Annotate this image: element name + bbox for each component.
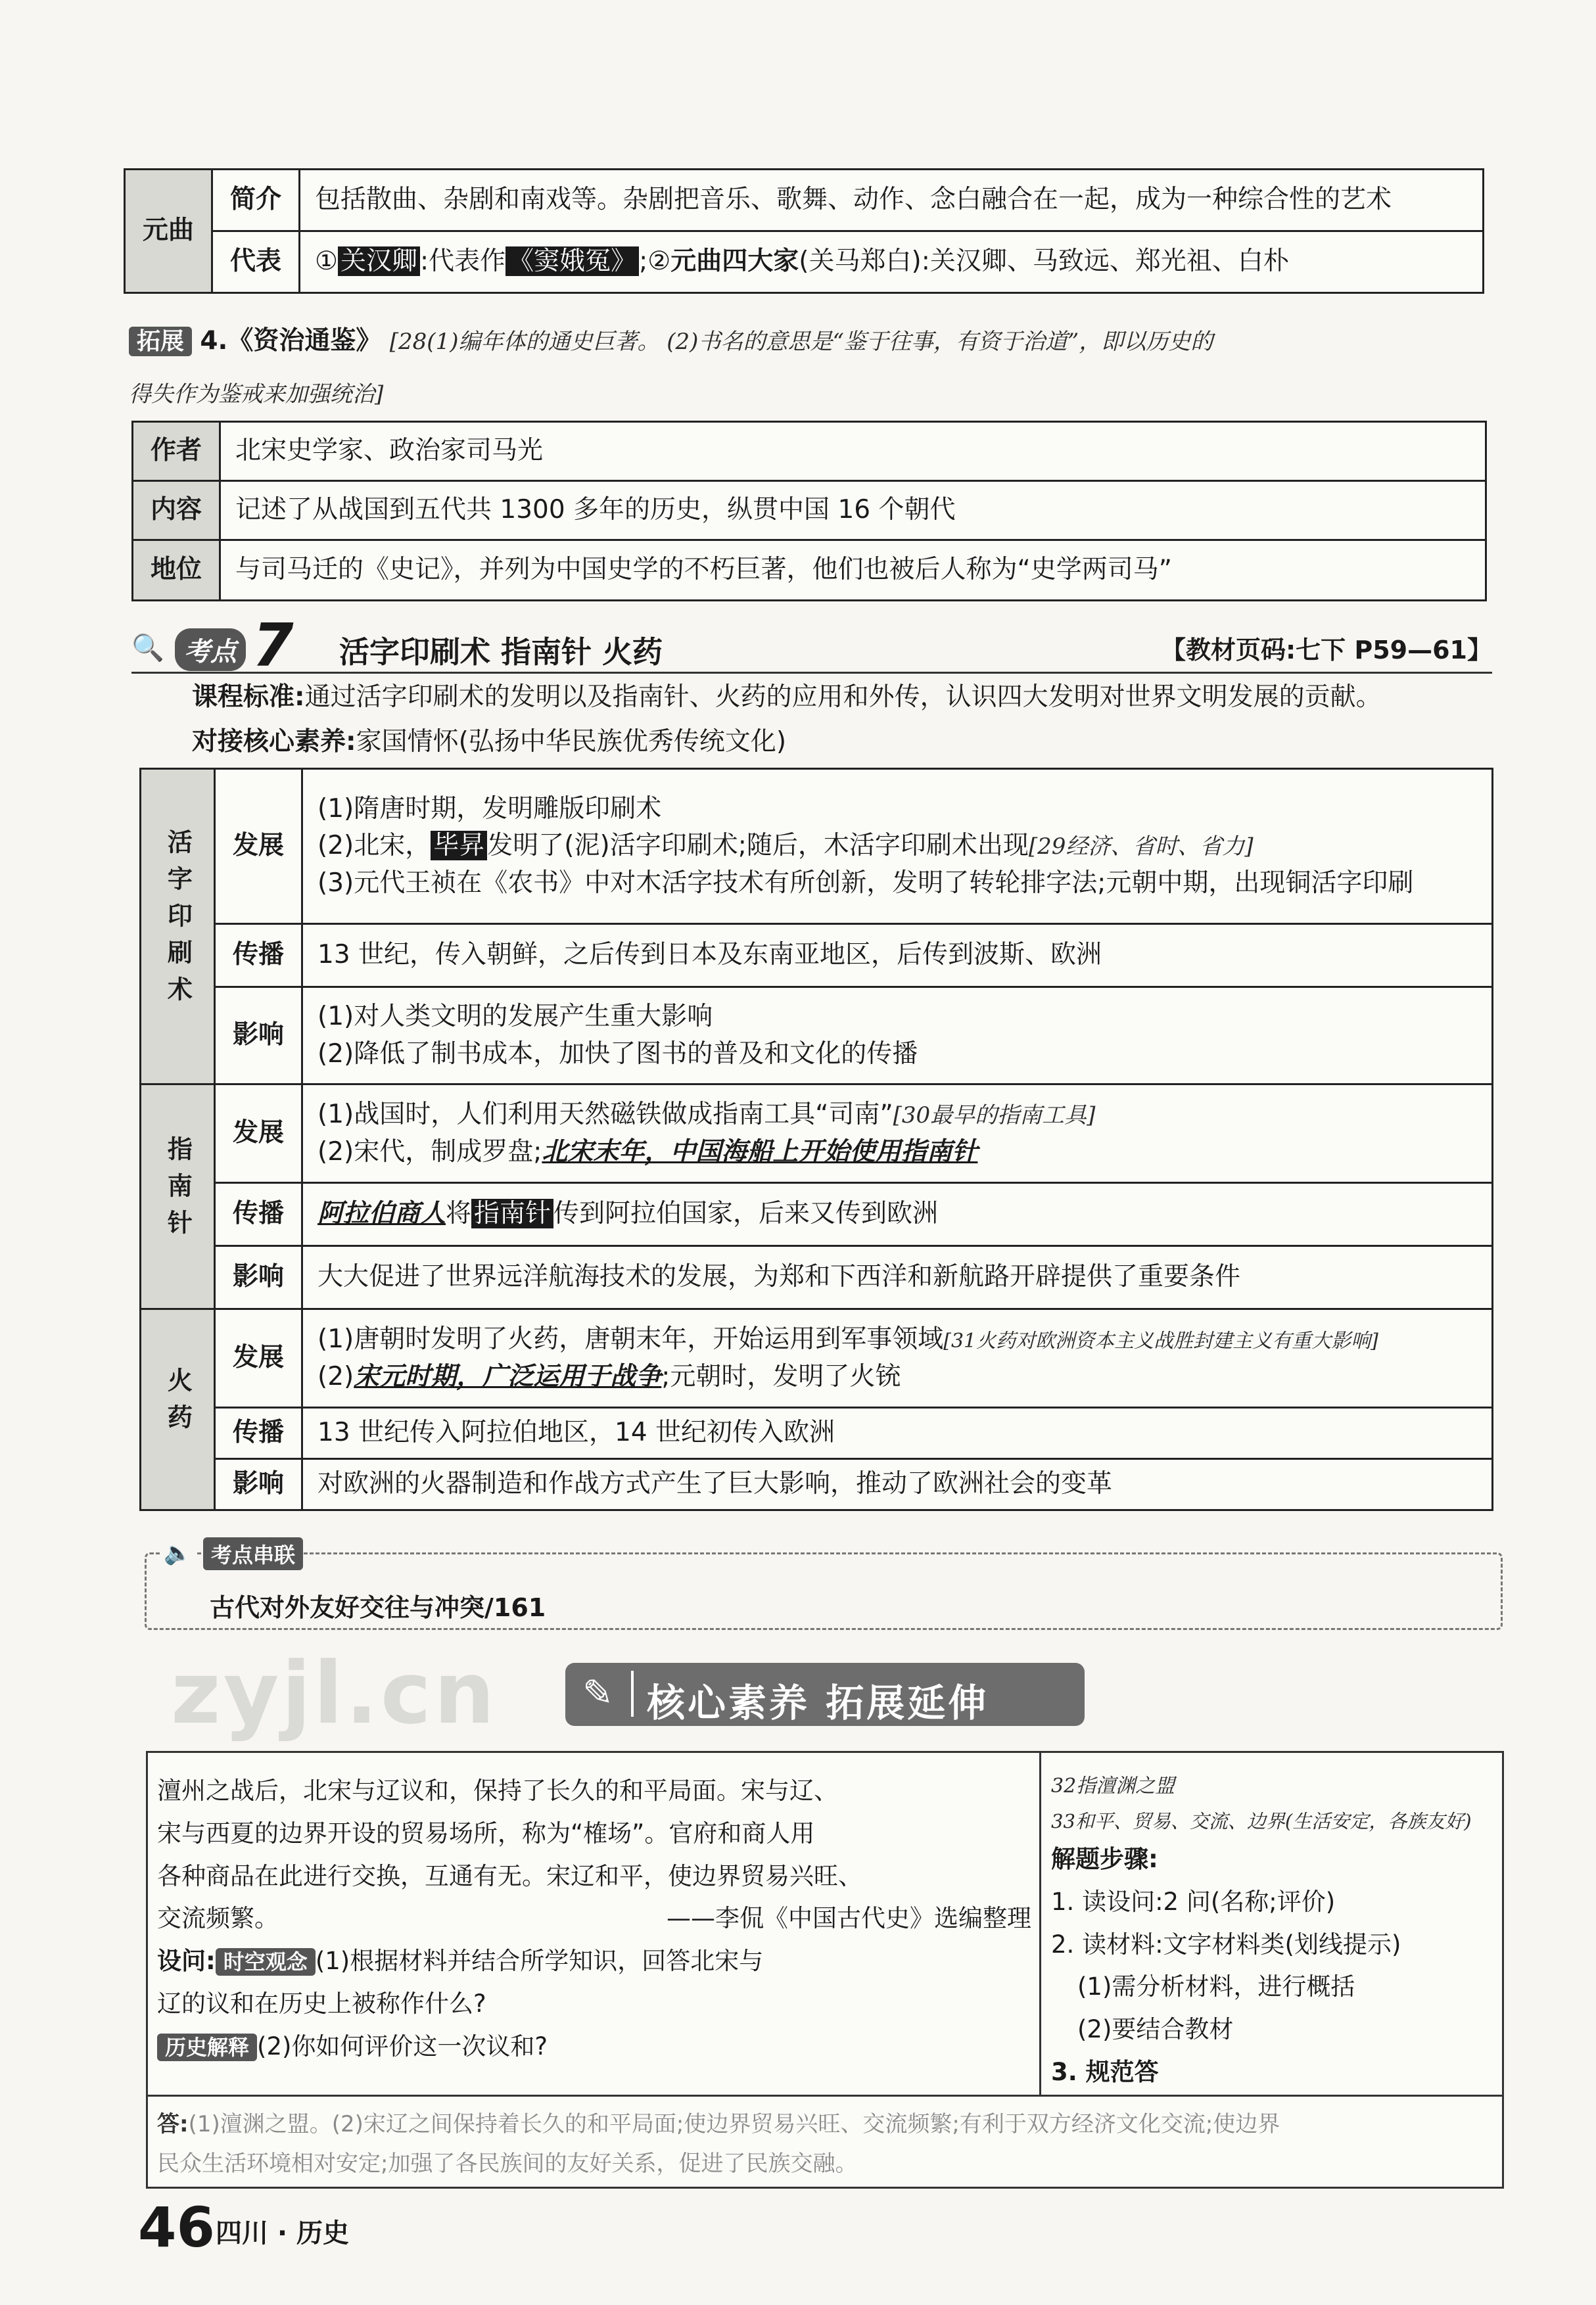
solution-steps: [1051, 1769, 1498, 2094]
text-part: ;②: [639, 246, 671, 277]
row-label: 传播: [215, 924, 302, 987]
text-part: ;元朝时，发明了火铳: [661, 1361, 901, 1391]
text-line: [317, 1359, 1477, 1396]
box-divider: [1039, 1753, 1041, 2095]
core-text: 家国情怀(弘扬中华民族优秀传统文化): [356, 727, 787, 757]
zhinan-spread: [302, 1183, 1493, 1246]
handwritten-underline: 宋元时期，广泛运用于战争: [354, 1361, 662, 1391]
text-part: (1)澶渊之盟。(2)宋辽之间保持着长久的和平局面;使边界贸易兴旺、交流频繁;有利于双方经济文化交流;使边界: [188, 2111, 1280, 2137]
yinshua-impact: [302, 987, 1493, 1084]
handwritten-note: [28(1)编年体的通史巨著。 (2)书名的意思是“鉴于往事，有资于治道”，即以历史的: [389, 329, 1213, 355]
yuanqu-rep-text: [300, 231, 1484, 293]
kaodian-prefix: 考点: [175, 628, 246, 671]
huoyao-impact: 对欧洲的火器制造和作战方式产生了巨大影响，推动了欧洲社会的变革: [302, 1459, 1493, 1510]
zizhi-table: [131, 421, 1487, 601]
yuanqu-intro-label: 简介: [212, 170, 300, 231]
answer-block: [157, 2105, 1491, 2183]
material-text: [157, 1770, 1031, 2068]
course-standard: [192, 678, 1382, 717]
step-line: (1)需分析材料，进行概括: [1077, 1972, 1355, 2001]
material-line-last: [157, 1898, 1031, 1940]
text-part: 传到阿拉伯国家，后来又传到欧洲: [553, 1199, 939, 1229]
handwritten-underline: 阿拉伯商人: [317, 1199, 446, 1229]
text-part: (2): [317, 1361, 354, 1391]
kaodian-title: 活字印刷术 指南针 火药: [339, 634, 663, 670]
yinshua-spread: 13 世纪，传入朝鲜，之后传到日本及东南亚地区，后传到波斯、欧洲: [302, 924, 1493, 987]
text-line: (1)对人类文明的发展产生重大影响: [317, 1001, 713, 1031]
steps-title: 解题步骤:: [1051, 1845, 1158, 1874]
text-line: [317, 1134, 1477, 1171]
text-part: (1)唐朝时发明了火药，唐朝末年，开始运用到军事领域: [317, 1324, 944, 1354]
zhinan-impact: 大大促进了世界远洋航海技术的发展，为郑和下西洋和新航路开辟提供了重要条件: [302, 1246, 1493, 1309]
answer-line-2: 民众生活环境相对安定;加强了各民族间的友好关系，促进了民族交融。: [157, 2150, 858, 2177]
handwritten-note: 33和平、贸易、交流、边界(生活安定，各族友好): [1051, 1810, 1472, 1832]
text-part: (2)你如何评价这一次议和?: [257, 2032, 548, 2061]
yinshua-dev: [302, 769, 1493, 924]
tag-history-explain: 历史解释: [157, 2034, 257, 2061]
watermark: zyjl.cn: [171, 1643, 498, 1743]
answer-line-1: [157, 2105, 1491, 2145]
question-1: [157, 1940, 1031, 1983]
step-line: (2)要结合教材: [1077, 2015, 1234, 2044]
material-box: [146, 1751, 1504, 2189]
highlight: 毕昇: [431, 831, 487, 860]
kaodian-number: 7: [252, 611, 294, 680]
text-part: 将: [446, 1199, 472, 1229]
yinshua-label: [141, 769, 215, 1084]
chuanlian-link[interactable]: 古代对外友好交往与冲突/161: [210, 1593, 546, 1622]
row-label: 发展: [215, 1084, 302, 1183]
text-line: [317, 1096, 1477, 1134]
material-line: 各种商品在此进行交换，互通有无。宋辽和平，使边界贸易兴旺、: [157, 1861, 862, 1890]
highlight: 关汉卿: [338, 246, 420, 276]
step-line: 1. 读设问:2 问(名称;评价): [1051, 1887, 1336, 1916]
text-part: (2)宋代，制成罗盘;: [317, 1136, 542, 1167]
zizhi-author-text: 北宋史学家、政治家司马光: [220, 422, 1486, 481]
kaodian-header: [131, 611, 1492, 680]
huoyao-label: [141, 1309, 215, 1510]
yuanqu-rep-label: 代表: [212, 231, 300, 293]
highlight: 《窦娥冤》: [505, 246, 639, 276]
footer-text: 四川 · 历史: [216, 2218, 350, 2248]
answer-label: 答:: [157, 2111, 189, 2137]
text-part: :代表作: [419, 246, 506, 277]
text-part: 发明了(泥)活字印刷术: [487, 831, 738, 861]
yuanqu-intro-text: 包括散曲、杂剧和南戏等。杂剧把音乐、歌舞、动作、念白融合在一起，成为一种综合性的艺术: [300, 170, 1484, 231]
chuanlian-tag: 考点串联: [203, 1537, 303, 1570]
highlight: 指南针: [471, 1199, 553, 1228]
text-line: (3)元代王祯在《农书》中对木活字技术有所创新，发明了转轮排字法;元朝中期，出现铜活字印刷: [317, 868, 1414, 898]
bold-term: 元曲四大家: [670, 246, 799, 277]
answer-divider: [148, 2095, 1502, 2097]
handwritten-underline: 北宋末年，中国海船上开始使用指南针: [542, 1136, 978, 1167]
section-banner: [565, 1663, 1085, 1726]
zizhi-status-label: 地位: [133, 540, 220, 601]
search-icon: 🔍: [131, 633, 164, 663]
text-line: (2)降低了制书成本，加快了图书的普及和文化的传播: [317, 1038, 918, 1069]
material-source: ——李侃《中国古代史》选编整理: [667, 1904, 1031, 1933]
text-line: (1)隋唐时期，发明雕版印刷术: [317, 793, 662, 824]
row-label: 传播: [215, 1408, 302, 1459]
quill-icon: ✎: [582, 1672, 613, 1715]
step-line: 2. 读材料:文字材料类(划线提示): [1051, 1930, 1401, 1959]
tag-time-space: 时空观念: [216, 1948, 316, 1976]
page-number: 46: [138, 2195, 215, 2260]
text-part: ①: [315, 246, 338, 277]
row-label: 影响: [215, 1459, 302, 1510]
huoyao-dev: [302, 1309, 1493, 1408]
zizhi-author-label: 作者: [133, 422, 220, 481]
vertical-label: 指南针: [163, 1135, 193, 1246]
handwritten-note: 32指澶渊之盟: [1051, 1775, 1175, 1798]
tuozhan-tag: 拓展: [129, 327, 192, 356]
zizhi-content-text: 记述了从战国到五代共 1300 多年的历史，纵贯中国 16 个朝代: [220, 481, 1486, 540]
question-1-cont: 辽的议和在历史上被称作什么?: [157, 1989, 486, 2018]
text-part: 交流频繁。: [157, 1904, 279, 1933]
text-part: (1)根据材料并结合所学知识，回答北宋与: [315, 1947, 764, 1975]
text-part: (2)北宋，: [317, 831, 431, 861]
yuanqu-label: 元曲: [125, 170, 212, 293]
tuozhan-title: 4.《资治通鉴》: [200, 326, 382, 356]
page-reference: 【教材页码:七下 P59—61】: [1160, 636, 1492, 664]
core-label: 对接核心素养:: [192, 727, 356, 757]
text-part: (关马郑白):关汉卿、马致远、郑光祖、白朴: [799, 246, 1289, 277]
vertical-label: 火药: [163, 1366, 193, 1441]
step-line: 3. 规范答: [1051, 2057, 1159, 2086]
banner-divider: [631, 1671, 634, 1717]
text-line: [317, 1321, 1477, 1359]
material-line: 宋与西夏的边界开设的贸易场所，称为“榷场”。官府和商人用: [157, 1819, 815, 1848]
huoyao-spread: 13 世纪传入阿拉伯地区，14 世纪初传入欧洲: [302, 1408, 1493, 1459]
row-label: 发展: [215, 769, 302, 924]
banner-title: 核心素养 拓展延伸: [647, 1681, 989, 1725]
standard-label: 课程标准:: [192, 682, 305, 712]
question-label: 设问:: [157, 1947, 216, 1975]
zhinan-dev: [302, 1084, 1493, 1183]
handwritten-note: 得失作为鉴戒来加强统治]: [129, 381, 384, 407]
standard-text: 通过活字印刷术的发明以及指南针、火药的应用和外传，认识四大发明对世界文明发展的贡献。: [304, 682, 1382, 712]
yuanqu-table: [124, 168, 1484, 294]
row-label: 影响: [215, 987, 302, 1084]
zizhi-status-text: 与司马迁的《史记》，并列为中国史学的不朽巨著，他们也被后人称为“史学两司马”: [220, 540, 1486, 601]
inventions-table: [139, 768, 1493, 1511]
material-line: 澶州之战后，北宋与辽议和，保持了长久的和平局面。宋与辽、: [157, 1777, 838, 1805]
zhinan-label: [141, 1084, 215, 1309]
kaodian-chuanlian-box: [145, 1540, 1503, 1630]
speaker-icon: 🔈: [160, 1540, 195, 1566]
tuozhan-line: [129, 322, 1213, 361]
text-line: [317, 827, 1477, 865]
handwritten-note: [30最早的指南工具]: [893, 1102, 1096, 1129]
handwritten-note: [29经济、省时、省力]: [1028, 833, 1254, 860]
text-part: (1)战国时，人们利用天然磁铁做成指南工具“司南”: [317, 1099, 893, 1129]
row-label: 传播: [215, 1183, 302, 1246]
handwritten-note: [31火药对欧洲资本主义战胜封建主义有重大影响]: [943, 1329, 1378, 1353]
core-literacy: [192, 723, 786, 762]
text-part: ;随后，木活字印刷术出现: [738, 831, 1029, 861]
question-2: [157, 2026, 1031, 2068]
vertical-label: 活字印刷术: [163, 828, 193, 1013]
row-label: 影响: [215, 1246, 302, 1309]
row-label: 发展: [215, 1309, 302, 1408]
zizhi-content-label: 内容: [133, 481, 220, 540]
